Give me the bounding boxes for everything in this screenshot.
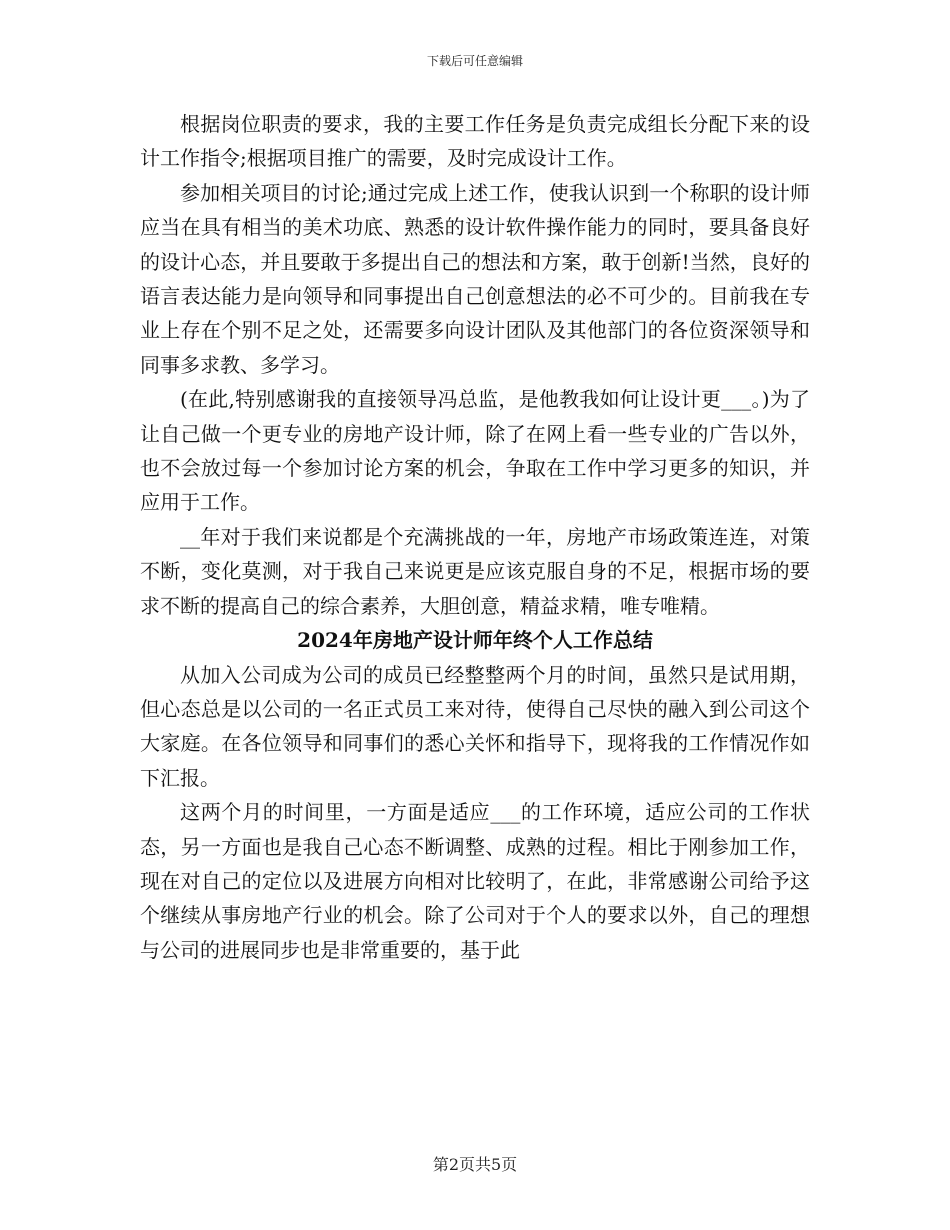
paragraph-thanks: (在此,特别感谢我的直接领导冯总监，是他教我如何让设计更___。)为了让自己做一个更专业的房地产设计师，除了在网上看一些专业的广告以外，也不会放过每一个参加讨论方案的机会，争取在工作中学习更多的知识，并应用于工作。 — [140, 387, 810, 515]
page-number: 第2页共5页 — [432, 1155, 518, 1174]
paragraph-two-months: 这两个月的时间里，一方面是适应___的工作环境，适应公司的工作状态，另一方面也是我自己心态不断调整、成熟的过程。相比于刚参加工作，现在对自己的定位以及进展方向相对比较明了，在此，非常感谢公司给予这个继续从事房地产行业的机会。除了公司对于个人的要求以外，自己的理想与公司的进展同步也是非常重要的，基于此 — [140, 800, 810, 962]
paragraph-year-challenge: __年对于我们来说都是个充满挑战的一年，房地产市场政策连连，对策不断，变化莫测，对于我自己来说更是应该克服自身的不足，根据市场的要求不断的提高自己的综合素养，大胆创意，精益求精，唯专唯精。 — [140, 524, 810, 618]
paragraph-joining-company: 从加入公司成为公司的成员已经整整两个月的时间，虽然只是试用期，但心态总是以公司的一名正式员工来对待，使得自己尽快的融入到公司这个大家庭。在各位领导和同事们的悉心关怀和指导下，现将我的工作情况作如下汇报。 — [140, 662, 810, 790]
page-header: 下载后可任意编辑 — [426, 54, 523, 68]
paragraph-job-duties: 根据岗位职责的要求，我的主要工作任务是负责完成组长分配下来的设计工作指令;根据项目推广的需要，及时完成设计工作。 — [140, 112, 810, 171]
paragraph-project-discussion: 参加相关项目的讨论;通过完成上述工作，使我认识到一个称职的设计师应当在具有相当的美术功底、熟悉的设计软件操作能力的同时，要具备良好的设计心态，并且要敢于多提出自己的想法和方案，敢于创新!当然，良好的语言表达能力是向领导和同事提出自己创意想法的必不可少的。目前我在专业上存在个别不足之处，还需要多向设计团队及其他部门的各位资深领导和同事多求教、多学习。 — [140, 180, 810, 377]
document-body — [140, 107, 810, 967]
section-title: 2024年房地产设计师年终个人工作总结 — [297, 628, 653, 653]
